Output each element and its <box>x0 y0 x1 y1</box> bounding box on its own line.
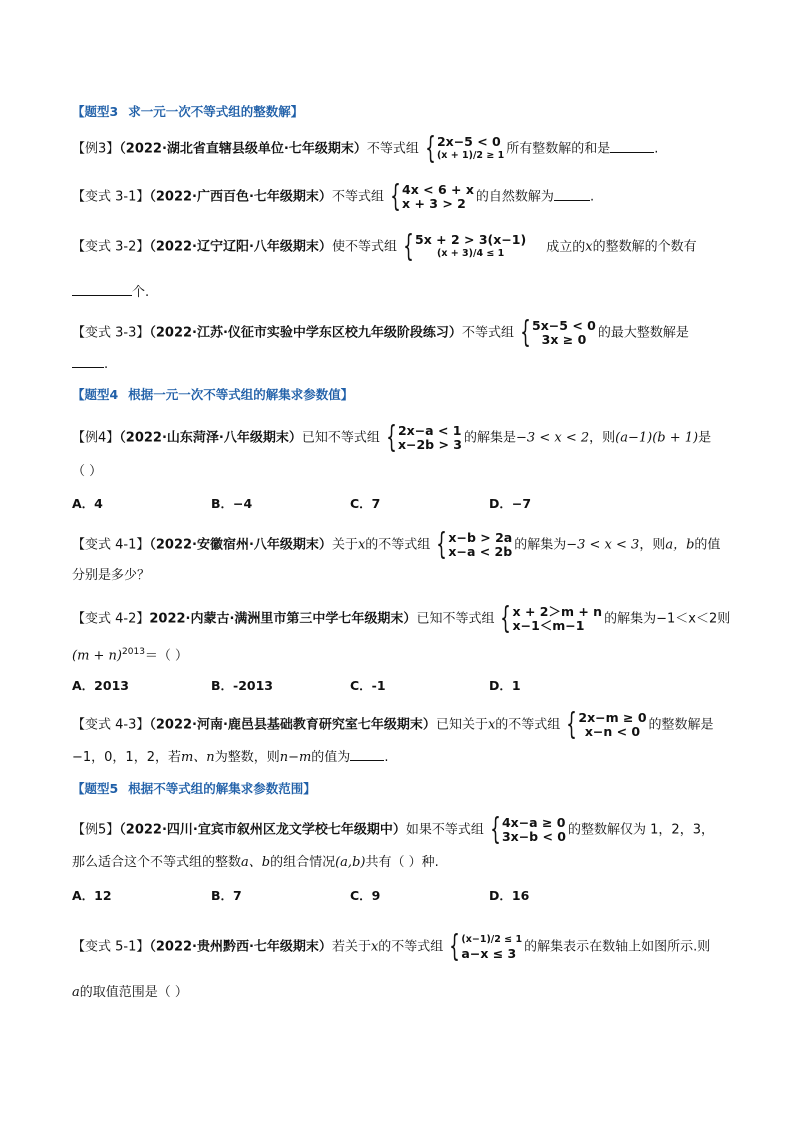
problem-text: 的最大整数解是 <box>597 325 689 341</box>
option-d[interactable]: D．1 <box>489 678 521 693</box>
brace-icon: { <box>386 420 397 455</box>
math-var: m、n <box>180 750 215 765</box>
system-row: x−a < 2b <box>448 544 513 559</box>
problem-text: 成立的 <box>546 239 586 255</box>
section-title: 根据一元一次不等式组的解集求参数值】 <box>128 387 354 402</box>
brace-icon: { <box>566 707 578 742</box>
option-b[interactable]: B．-2013 <box>211 678 274 693</box>
variant-4-2 <box>72 601 742 636</box>
section-tag: 【题型5 <box>72 781 119 796</box>
problem-text: . <box>384 750 389 765</box>
problem-text: 不等式组 <box>366 141 419 157</box>
problem-source: （2022·河南·鹿邑县基础教育研究室七年级期末） <box>149 717 436 733</box>
inequality-system <box>421 131 505 166</box>
problem-source: 2022·内蒙古·满洲里市第三中学七年级期末） <box>149 611 417 627</box>
inequality-system <box>486 812 567 847</box>
variant-3-1 <box>72 179 742 214</box>
math-var: a <box>72 985 80 1000</box>
problem-source: （2022·辽宁辽阳·八年级期末） <box>149 239 332 255</box>
problem-text: 的整数解仅为 1，2，3， <box>568 822 714 838</box>
options-row <box>72 494 628 512</box>
section-heading-4 <box>72 385 742 405</box>
problem-text: 的解集为−1＜x＜2则 <box>604 611 731 627</box>
option-c[interactable]: C．-1 <box>350 678 386 693</box>
option-b[interactable]: B．−4 <box>211 496 253 511</box>
system-row: a−x ≤ 3 <box>461 946 517 961</box>
problem-text: 的不等式组 <box>495 717 561 733</box>
variant-4-1-line2 <box>72 566 742 586</box>
system-row: (x + 3)/4 ≤ 1 <box>437 248 505 259</box>
problem-source: （2022·四川·宜宾市叙州区龙文学校七年级期中） <box>119 822 406 838</box>
variant-5-1-line2 <box>72 983 742 1003</box>
problem-label: 【变式 4-1】 <box>72 537 150 553</box>
variant-4-2-line2 <box>72 642 742 666</box>
example-4-line2 <box>72 462 742 482</box>
problem-text: 的解集是 <box>464 430 517 446</box>
variant-4-3-line2 <box>72 748 742 768</box>
system-row: 3x ≥ 0 <box>541 332 587 347</box>
option-c[interactable]: C．7 <box>350 496 381 511</box>
system-row: 2x−m ≥ 0 <box>578 710 647 725</box>
variant-4-1 <box>72 527 742 562</box>
problem-text: 的整数解的个数有 <box>592 239 697 255</box>
math-var: x <box>487 717 496 733</box>
brace-icon: { <box>425 131 436 166</box>
inequality-system <box>516 315 596 350</box>
inequality-system <box>382 420 463 455</box>
problem-text: 那么适合这个不等式组的整数 <box>72 855 242 870</box>
problem-label: 【变式 5-1】 <box>72 939 150 955</box>
option-a[interactable]: A．4 <box>72 496 103 511</box>
problem-text: 为整数，则 <box>214 750 280 765</box>
math-expression: −3 < x < 3 <box>566 537 640 553</box>
section-tag: 【题型4 <box>72 387 119 402</box>
system-row: 5x−5 < 0 <box>532 318 596 333</box>
math-expression: n−m <box>279 750 312 765</box>
problem-text: 已知不等式组 <box>301 430 380 446</box>
brace-icon: { <box>403 229 414 264</box>
options-row <box>72 886 628 904</box>
problem-text: 使不等式组 <box>331 239 397 255</box>
problem-text: 是 <box>698 430 712 446</box>
problem-text: ，则 <box>639 537 666 553</box>
system-row: 3x−b < 0 <box>501 829 567 844</box>
example-4 <box>72 420 742 455</box>
system-row: 5x + 2 > 3(x−1) <box>415 232 527 247</box>
system-row: (x−1)/2 ≤ 1 <box>461 934 523 945</box>
option-a[interactable]: A．2013 <box>72 678 129 693</box>
brace-icon: { <box>436 527 448 562</box>
problem-text: 的整数解是 <box>648 717 714 733</box>
section-title: 求一元一次不等式组的整数解】 <box>128 104 304 119</box>
problem-text: . <box>104 357 109 372</box>
problem-text: 的解集表示在数轴上如图所示.则 <box>524 939 711 955</box>
problem-text: 不等式组 <box>331 189 384 205</box>
problem-text: 不等式组 <box>461 325 514 341</box>
answer-bracket: ＝（ ） <box>144 648 189 664</box>
problem-text: 所有整数解的和是 <box>506 141 611 157</box>
system-row: 2x−a < 1 <box>397 423 462 438</box>
variant-5-1 <box>72 929 742 964</box>
problem-source: （2022·安徽宿州·八年级期末） <box>149 537 332 553</box>
option-a[interactable]: A．12 <box>72 888 112 903</box>
problem-label: 【变式 3-2】 <box>72 239 150 255</box>
problem-source: （2022·湖北省直辖县级单位·七年级期末） <box>119 141 367 157</box>
system-row: x−2b > 3 <box>397 437 463 452</box>
problem-text: . <box>654 141 659 157</box>
answer-blank[interactable] <box>72 295 132 296</box>
brace-icon: { <box>520 315 531 350</box>
system-row: x−b > 2a <box>448 530 513 545</box>
problem-source: （2022·广西百色·七年级期末） <box>149 189 332 205</box>
problem-label: 【变式 4-3】 <box>72 717 150 733</box>
problem-text: 的值 <box>694 537 721 553</box>
problem-text: −1，0，1，2，若 <box>72 750 181 765</box>
problem-text: 若关于 <box>331 939 371 955</box>
problem-text: 的不等式组 <box>378 939 444 955</box>
problem-label: 【变式 3-3】 <box>72 325 150 341</box>
variant-4-3 <box>72 707 742 742</box>
brace-icon: { <box>390 179 401 214</box>
problem-text: 的自然数解为 <box>475 189 554 205</box>
problem-label: 【变式 4-2】 <box>72 611 150 627</box>
system-row: x + 3 > 2 <box>402 196 466 211</box>
section-tag: 【题型3 <box>72 104 119 119</box>
problem-text: ，则 <box>589 430 616 446</box>
exponent: 2013 <box>122 647 145 657</box>
problem-label: 【例5】 <box>72 822 120 838</box>
problem-source: （2022·江苏·仪征市实验中学东区校九年级阶段练习） <box>149 325 462 341</box>
problem-text: 已知不等式组 <box>416 611 495 627</box>
example-5 <box>72 812 742 847</box>
brace-icon: { <box>490 812 501 847</box>
math-expression: −3 < x < 2 <box>516 430 590 446</box>
system-row: 4x < 6 + x <box>402 182 474 197</box>
answer-blank[interactable] <box>610 152 654 153</box>
answer-blank[interactable] <box>350 760 384 761</box>
system-row: x + 2＞m + n <box>512 604 603 619</box>
problem-text: 如果不等式组 <box>405 822 484 838</box>
math-var: x <box>357 537 366 553</box>
brace-icon: { <box>500 601 512 636</box>
math-expression: (a,b) <box>335 855 366 870</box>
problem-text: 的不等式组 <box>365 537 431 553</box>
section-heading-3 <box>72 102 742 122</box>
answer-bracket: 的取值范围是（ ） <box>79 985 188 1000</box>
option-b[interactable]: B．7 <box>211 888 242 903</box>
problem-text: 的组合情况 <box>270 855 336 870</box>
problem-text: 的解集为 <box>514 537 567 553</box>
option-c[interactable]: C．9 <box>350 888 381 903</box>
section-heading-5 <box>72 779 742 799</box>
options-row <box>72 676 628 694</box>
inequality-system <box>386 179 474 214</box>
math-expression: (m + n) <box>72 648 123 664</box>
option-d[interactable]: D．16 <box>489 888 530 903</box>
problem-label: 【例4】 <box>72 430 120 446</box>
answer-blank[interactable] <box>554 200 590 201</box>
variant-3-2-line2 <box>72 283 742 303</box>
variant-3-3-line2 <box>72 355 742 375</box>
problem-source: （2022·贵州黔西·七年级期末） <box>149 939 332 955</box>
system-row: x−1＜m−1 <box>512 618 585 633</box>
problem-text: 的值为 <box>311 750 351 765</box>
inequality-system <box>445 929 523 964</box>
system-row: x−n < 0 <box>584 724 641 739</box>
math-var: x <box>585 239 593 255</box>
problem-label: 【变式 3-1】 <box>72 189 150 205</box>
problem-text: . <box>589 189 595 205</box>
answer-bracket: （ ） <box>72 464 103 479</box>
answer-blank[interactable] <box>72 367 104 368</box>
system-row: 4x−a ≥ 0 <box>501 815 566 830</box>
problem-source: （2022·山东菏泽·八年级期末） <box>119 430 302 446</box>
option-d[interactable]: D．−7 <box>489 496 532 511</box>
math-var: a，b <box>665 537 695 553</box>
system-row: (x + 1)/2 ≥ 1 <box>436 150 505 161</box>
variant-3-2 <box>72 229 742 264</box>
problem-text: 个. <box>132 285 150 300</box>
section-title: 根据不等式组的解集求参数范围】 <box>128 781 316 796</box>
inequality-system <box>432 527 513 562</box>
variant-3-3 <box>72 315 742 350</box>
example-5-line2 <box>72 853 742 873</box>
problem-text: 已知关于 <box>435 717 488 733</box>
problem-text: 分别是多少？ <box>72 568 151 583</box>
inequality-system <box>562 707 647 742</box>
system-row: 2x−5 < 0 <box>436 134 501 149</box>
math-expression: (a−1)(b + 1) <box>615 430 699 446</box>
problem-label: 【例3】 <box>72 141 120 157</box>
inequality-system <box>399 229 527 264</box>
brace-icon: { <box>449 929 461 964</box>
inequality-system <box>496 601 603 636</box>
math-var: a、b <box>241 855 271 870</box>
problem-text: 关于 <box>331 537 358 553</box>
example-3 <box>72 131 742 166</box>
math-var: x <box>370 939 379 955</box>
problem-text: 共有（ ）种. <box>365 855 439 870</box>
